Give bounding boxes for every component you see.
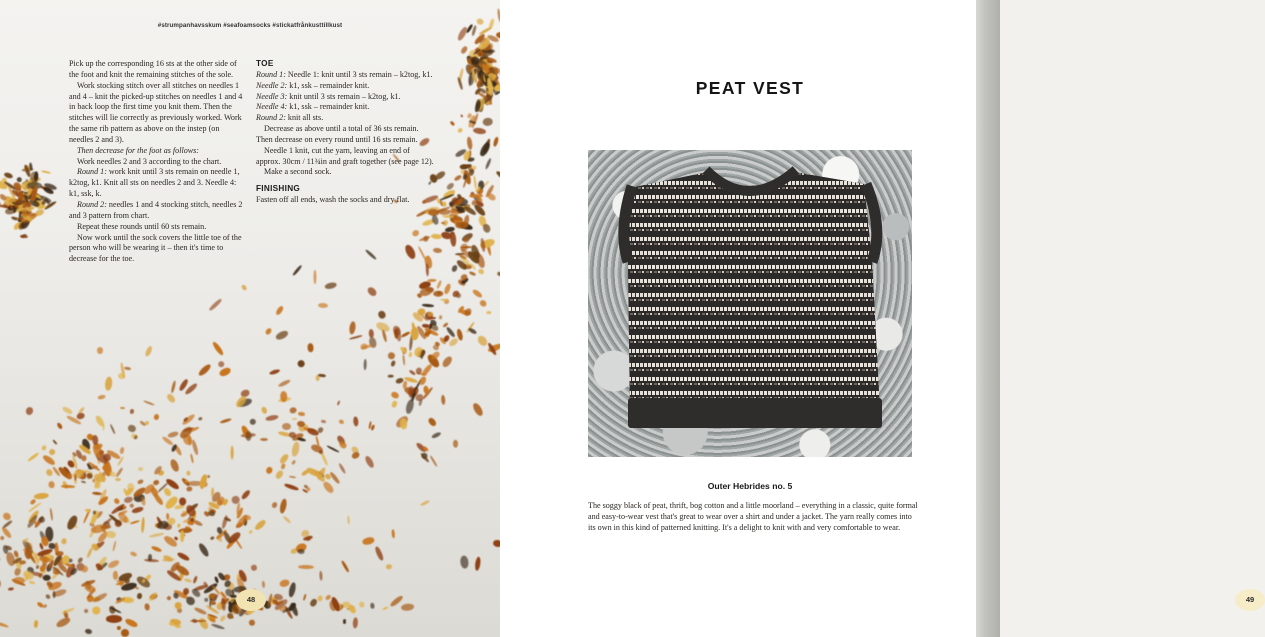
seaweed-fragment — [91, 606, 100, 615]
seaweed-fragment — [245, 431, 252, 442]
paragraph: Round 2: knit all sts. — [256, 113, 324, 123]
seaweed-fragment — [423, 235, 429, 241]
seaweed-fragment — [460, 46, 469, 56]
seaweed-fragment — [401, 331, 411, 338]
seaweed-fragment — [129, 551, 137, 558]
seaweed-fragment — [450, 120, 455, 126]
paragraph: Needle 3: knit until 3 sts remain – k2tog, k1. — [256, 91, 401, 101]
seaweed-fragment — [341, 560, 350, 572]
seaweed-fragment — [437, 208, 449, 215]
seaweed-fragment — [349, 334, 363, 340]
seaweed-fragment — [48, 447, 57, 456]
seaweed-fragment — [427, 416, 437, 426]
seaweed-fragment — [411, 228, 420, 237]
seaweed-fragment — [469, 271, 476, 276]
seaweed-fragment — [289, 475, 296, 478]
seaweed-fragment — [210, 536, 215, 541]
seaweed-fragment — [62, 405, 74, 415]
seaweed-fragment — [424, 385, 429, 393]
seaweed-fragment — [364, 359, 367, 370]
seaweed-fragment — [431, 214, 440, 226]
seaweed-fragment — [97, 394, 105, 400]
seaweed-fragment — [0, 580, 2, 590]
seaweed-fragment — [352, 617, 358, 628]
seaweed-fragment — [394, 327, 402, 342]
photo-caption: Outer Hebrides no. 5 — [707, 481, 793, 491]
seaweed-fragment — [486, 311, 492, 314]
seaweed-fragment — [279, 579, 290, 588]
seaweed-fragment — [433, 248, 443, 254]
paragraph: Repeat these rounds until 60 sts remain. — [77, 221, 207, 231]
seaweed-fragment — [377, 309, 387, 319]
seaweed-fragment — [431, 431, 442, 439]
seaweed-fragment — [441, 395, 446, 406]
seaweed-fragment — [422, 303, 434, 307]
seaweed-fragment — [100, 525, 111, 529]
seaweed-fragment — [338, 439, 348, 449]
seaweed-fragment — [343, 619, 346, 624]
seaweed-fragment — [429, 455, 438, 467]
seaweed-fragment — [171, 380, 177, 393]
seaweed-fragment — [468, 327, 478, 335]
seaweed-fragment — [217, 360, 225, 368]
seaweed-fragment — [179, 531, 184, 543]
paragraph: Fasten off all ends, wash the socks and dry flat. — [256, 195, 410, 205]
seaweed-fragment — [45, 593, 51, 599]
seaweed-fragment — [130, 520, 140, 525]
seaweed-fragment — [386, 351, 395, 360]
seaweed-fragment — [314, 270, 317, 284]
seaweed-fragment — [275, 330, 289, 342]
seaweed-fragment — [61, 538, 67, 545]
seaweed-fragment — [230, 446, 233, 460]
seaweed-fragment — [19, 559, 26, 564]
seaweed-fragment — [460, 555, 469, 569]
seaweed-fragment — [240, 489, 251, 501]
seaweed-fragment — [388, 375, 394, 378]
seaweed-fragment — [338, 419, 345, 425]
section-heading-toe: TOE — [256, 59, 274, 68]
seaweed-fragment — [427, 278, 437, 281]
seaweed-fragment — [402, 355, 406, 367]
seaweed-fragment — [269, 368, 281, 375]
seaweed-fragment — [127, 424, 137, 433]
seaweed-fragment — [197, 362, 212, 377]
seaweed-fragment — [302, 593, 306, 600]
header-hashtags: #strumpanhavsskum #seafoamsocks #stickatfrånkusttillkust — [157, 22, 343, 29]
seaweed-fragment — [318, 303, 328, 308]
seaweed-fragment — [144, 602, 150, 610]
seaweed-fragment — [192, 618, 199, 624]
seaweed-fragment — [144, 558, 159, 562]
seaweed-fragment — [115, 467, 123, 478]
seaweed-fragment — [431, 234, 443, 240]
seaweed-fragment — [282, 423, 291, 430]
left-page — [0, 0, 500, 637]
seaweed-fragment — [92, 591, 108, 603]
seaweed-fragment — [473, 175, 477, 189]
seaweed-fragment — [297, 549, 304, 554]
seaweed-fragment — [250, 418, 256, 424]
seaweed-fragment — [464, 307, 473, 317]
seaweed-fragment — [211, 341, 224, 357]
seaweed-fragment — [420, 350, 424, 359]
seaweed-fragment — [148, 554, 152, 561]
seaweed-fragment — [143, 400, 155, 406]
seaweed-fragment — [33, 620, 38, 628]
seaweed-fragment — [265, 466, 273, 475]
seaweed-fragment — [254, 519, 267, 532]
seaweed-fragment — [249, 619, 256, 626]
seaweed-fragment — [433, 291, 443, 297]
seaweed-fragment — [124, 366, 132, 371]
seaweed-fragment — [141, 496, 147, 505]
seaweed-fragment — [219, 614, 226, 622]
seaweed-fragment — [260, 438, 268, 441]
seaweed-fragment — [120, 407, 125, 409]
seaweed-fragment — [290, 441, 300, 457]
seaweed-fragment — [190, 453, 194, 463]
page-number: 49 — [1235, 589, 1265, 611]
seaweed-fragment — [473, 127, 487, 135]
seaweed-fragment — [52, 439, 57, 445]
seaweed-fragment — [457, 127, 464, 133]
seaweed-fragment — [186, 486, 193, 492]
seaweed-fragment — [288, 431, 296, 438]
seaweed-fragment — [0, 621, 9, 629]
seaweed-fragment — [91, 434, 98, 445]
seaweed-fragment — [382, 606, 389, 611]
instructions-column-right — [256, 59, 434, 206]
paragraph: Now work until the sock covers the little toe of the person who will be wearing it – then it's time to decrease for the toe. — [69, 232, 242, 264]
seaweed-fragment — [327, 444, 340, 452]
seaweed-fragment — [482, 117, 493, 126]
seaweed-fragment — [2, 520, 14, 530]
seaweed-fragment — [41, 454, 56, 467]
seaweed-fragment — [479, 299, 488, 308]
seaweed-fragment — [177, 551, 190, 561]
seaweed-fragment — [363, 455, 375, 469]
seaweed-fragment — [408, 370, 415, 376]
seaweed-fragment — [421, 364, 433, 378]
page-number: 48 — [236, 589, 266, 611]
seaweed-fragment — [275, 305, 284, 316]
seaweed-fragment — [250, 563, 258, 571]
paragraph: Work needles 2 and 3 according to the chart. — [77, 156, 222, 166]
knitted-vest-photo — [588, 150, 912, 457]
seaweed-fragment — [280, 463, 286, 470]
seaweed-fragment — [279, 391, 287, 402]
seaweed-fragment — [27, 452, 39, 462]
seaweed-fragment — [484, 157, 492, 169]
seaweed-fragment — [115, 478, 121, 481]
seaweed-fragment — [261, 407, 268, 415]
seaweed-fragment — [85, 547, 93, 558]
seaweed-fragment — [390, 391, 400, 400]
seaweed-fragment — [109, 424, 116, 435]
seaweed-fragment — [291, 459, 297, 465]
seaweed-fragment — [336, 401, 340, 406]
right-page — [500, 0, 1255, 637]
seaweed-fragment — [218, 366, 232, 378]
seaweed-fragment — [55, 422, 63, 431]
seaweed-fragment — [81, 455, 86, 462]
seaweed-fragment — [211, 623, 225, 630]
seaweed-fragment — [390, 360, 396, 367]
seaweed-fragment — [141, 517, 145, 533]
seaweed-fragment — [80, 480, 85, 483]
seaweed-fragment — [48, 481, 55, 489]
seaweed-fragment — [329, 471, 340, 484]
seaweed-fragment — [125, 617, 139, 628]
seaweed-fragment — [129, 409, 134, 415]
paragraph: Round 2: needles 1 and 4 stocking stitch, needles 2 and 3 pattern from chart. — [69, 199, 243, 220]
seaweed-fragment — [319, 570, 323, 580]
seaweed-fragment — [472, 288, 483, 298]
seaweed-fragment — [83, 608, 89, 614]
paragraph: Then decrease for the foot as follows: — [77, 145, 199, 155]
paragraph: Round 1: Needle 1: knit until 3 sts remain – k2tog, k1. — [256, 69, 433, 79]
seaweed-fragment — [134, 435, 138, 440]
paragraph: Make a second sock. — [264, 167, 332, 177]
seaweed-fragment — [168, 431, 180, 439]
seaweed-fragment — [204, 598, 209, 603]
page-title: PEAT VEST — [695, 78, 805, 98]
seaweed-fragment — [292, 265, 302, 277]
seaweed-fragment — [162, 555, 173, 563]
seaweed-fragment — [359, 602, 365, 608]
seaweed-fragment — [274, 469, 284, 480]
seaweed-fragment — [138, 467, 143, 471]
seaweed-fragment — [153, 413, 159, 419]
paragraph: Decrease as above until a total of 36 sts remain. Then decrease on every round until 16 sts remain. — [256, 124, 419, 144]
seaweed-fragment — [486, 192, 497, 202]
seaweed-fragment — [371, 425, 376, 431]
seaweed-fragment — [471, 402, 484, 417]
seaweed-fragment — [321, 420, 327, 424]
seaweed-fragment — [349, 321, 357, 335]
seaweed-fragment — [77, 412, 86, 420]
seaweed-fragment — [391, 529, 395, 538]
seaweed-fragment — [264, 413, 278, 421]
seaweed-fragment — [186, 470, 191, 475]
seaweed-fragment — [374, 546, 384, 561]
seaweed-fragment — [353, 416, 359, 426]
seaweed-fragment — [107, 559, 120, 570]
seaweed-fragment — [61, 485, 75, 488]
seaweed-fragment — [369, 602, 374, 608]
instructions-column-left — [69, 59, 245, 265]
seaweed-fragment — [105, 376, 113, 390]
seaweed-fragment — [0, 535, 5, 541]
seaweed-fragment — [220, 417, 232, 424]
seaweed-fragment — [322, 481, 336, 496]
seaweed-fragment — [119, 446, 124, 454]
seaweed-fragment — [450, 232, 457, 247]
seaweed-fragment — [33, 492, 48, 500]
seaweed-fragment — [117, 626, 121, 630]
paragraph: Needle 4: k1, ssk – remainder knit. — [256, 102, 370, 112]
seaweed-fragment — [434, 169, 446, 180]
seaweed-fragment — [391, 400, 398, 408]
seaweed-fragment — [289, 406, 297, 414]
seaweed-fragment — [361, 536, 375, 545]
seaweed-fragment — [430, 317, 436, 319]
seaweed-fragment — [91, 491, 101, 495]
seaweed-fragment — [365, 249, 377, 260]
seaweed-fragment — [325, 282, 338, 290]
seaweed-fragment — [308, 343, 314, 353]
seaweed-fragment — [121, 629, 130, 637]
seaweed-fragment — [479, 141, 492, 157]
seaweed-fragment — [477, 267, 485, 275]
paragraph: Needle 2: k1, ssk – remainder knit. — [256, 80, 370, 90]
seaweed-fragment — [436, 280, 442, 289]
seaweed-fragment — [420, 500, 430, 507]
seaweed-fragment — [283, 482, 298, 490]
seaweed-fragment — [278, 379, 291, 388]
seaweed-fragment — [144, 346, 153, 358]
seaweed-fragment — [55, 616, 71, 629]
seaweed-fragment — [457, 76, 463, 89]
seaweed-fragment — [165, 392, 176, 403]
seaweed-fragment — [209, 298, 223, 311]
seaweed-fragment — [454, 174, 463, 182]
seaweed-fragment — [25, 407, 34, 416]
seaweed-fragment — [149, 532, 164, 538]
seaweed-fragment — [261, 581, 265, 588]
seaweed-fragment — [241, 284, 248, 291]
seaweed-fragment — [474, 556, 481, 570]
vest-illustration — [588, 150, 912, 457]
paragraph: Work stocking stitch over all stitches on needles 1 and 4 – knit the picked-up stitches on needles 1 and 4 in back loop the first time you knit them. Then the stitches will lie correctly as previously worked. Work the same rib pattern as above on the instep (on needles 2 and 3). — [69, 80, 243, 144]
seaweed-fragment — [74, 474, 76, 481]
seaweed-fragment — [338, 463, 347, 475]
seaweed-fragment — [167, 517, 177, 526]
seaweed-fragment — [177, 524, 181, 528]
seaweed-fragment — [0, 557, 1, 564]
seaweed-fragment — [97, 494, 110, 506]
seaweed-fragment — [199, 417, 203, 421]
seaweed-fragment — [451, 264, 459, 273]
seaweed-fragment — [180, 497, 187, 505]
seaweed-fragment — [106, 531, 117, 539]
seaweed-fragment — [192, 575, 198, 584]
seaweed-fragment — [197, 542, 211, 558]
seaweed-fragment — [169, 458, 181, 473]
seaweed-fragment — [137, 479, 144, 485]
paragraph: Round 1: work knit until 3 sts remain on needle 1, k2tog, k1. Knit all sts on needles 2 and 3. Needle 4: k1, ssk, k. — [69, 167, 240, 199]
seaweed-fragment — [194, 606, 207, 615]
seaweed-fragment — [7, 587, 13, 591]
seaweed-fragment — [419, 287, 433, 298]
seaweed-fragment — [292, 418, 297, 420]
seaweed-fragment — [151, 545, 163, 553]
seaweed-fragment — [66, 515, 79, 532]
seaweed-fragment — [408, 351, 412, 356]
paragraph: Pick up the corresponding 16 sts at the other side of the foot and knit the remaining stitches of the sole. — [69, 59, 237, 79]
seaweed-fragment — [411, 327, 419, 340]
seaweed-fragment — [41, 445, 46, 451]
seaweed-fragment — [184, 578, 193, 584]
seaweed-fragment — [80, 564, 90, 574]
section-heading-finishing: FINISHING — [256, 184, 301, 194]
seaweed-fragment — [401, 603, 415, 611]
seaweed-fragment — [137, 593, 143, 600]
seaweed-fragment — [84, 508, 90, 512]
seaweed-fragment — [265, 327, 273, 336]
seaweed-fragment — [347, 516, 350, 525]
seaweed-fragment — [163, 487, 173, 498]
seaweed-fragment — [103, 423, 105, 430]
seaweed-fragment — [180, 511, 188, 518]
seaweed-fragment — [106, 615, 122, 622]
seaweed-fragment — [386, 564, 393, 570]
seaweed-fragment — [248, 529, 253, 534]
seaweed-fragment — [279, 498, 288, 514]
seaweed-fragment — [112, 541, 117, 552]
seaweed-fragment — [467, 136, 474, 150]
seaweed-fragment — [28, 580, 34, 585]
seaweed-fragment — [441, 354, 454, 368]
seaweed-fragment — [346, 603, 357, 615]
paragraph: Needle 1 knit, cut the yarn, leaving an end of approx. 30cm / 11¾in and graft together (see page 12). — [256, 145, 434, 166]
seaweed-fragment — [482, 223, 492, 234]
seaweed-fragment — [84, 628, 92, 634]
seaweed-fragment — [20, 234, 28, 237]
seaweed-fragment — [443, 283, 452, 295]
seaweed-fragment — [113, 571, 118, 580]
seaweed-fragment — [366, 285, 378, 297]
seaweed-fragment — [61, 606, 75, 614]
page-edge — [976, 0, 1000, 637]
seaweed-fragment — [403, 243, 417, 260]
seaweed-fragment — [297, 411, 305, 416]
seaweed-fragment — [210, 600, 216, 604]
seaweed-fragment — [41, 170, 51, 174]
vest-description: The soggy black of peat, thrift, bog cotton and a little moorland – everything in a classic, quite formal and easy-to-wear vest that's great to wear over a shirt and under a jacket. The yarn really comes into its own in this kind of patterned knitting. It's a delight to knit with and very comfortable to wear. — [588, 501, 918, 532]
seaweed-fragment — [460, 114, 464, 118]
seaweed-fragment — [166, 596, 171, 601]
seaweed-fragment — [271, 501, 278, 509]
seaweed-fragment — [440, 315, 443, 319]
seaweed-fragment — [282, 515, 291, 524]
seaweed-fragment — [492, 137, 498, 148]
seaweed-fragment — [453, 440, 458, 448]
seaweed-fragment — [152, 493, 164, 507]
seaweed-fragment — [427, 311, 433, 316]
seaweed-fragment — [400, 346, 408, 354]
seaweed-fragment — [297, 359, 306, 368]
seaweed-fragment — [97, 347, 103, 354]
seaweed-fragment — [298, 565, 314, 569]
seaweed-fragment — [53, 591, 56, 598]
seaweed-fragment — [50, 508, 54, 521]
